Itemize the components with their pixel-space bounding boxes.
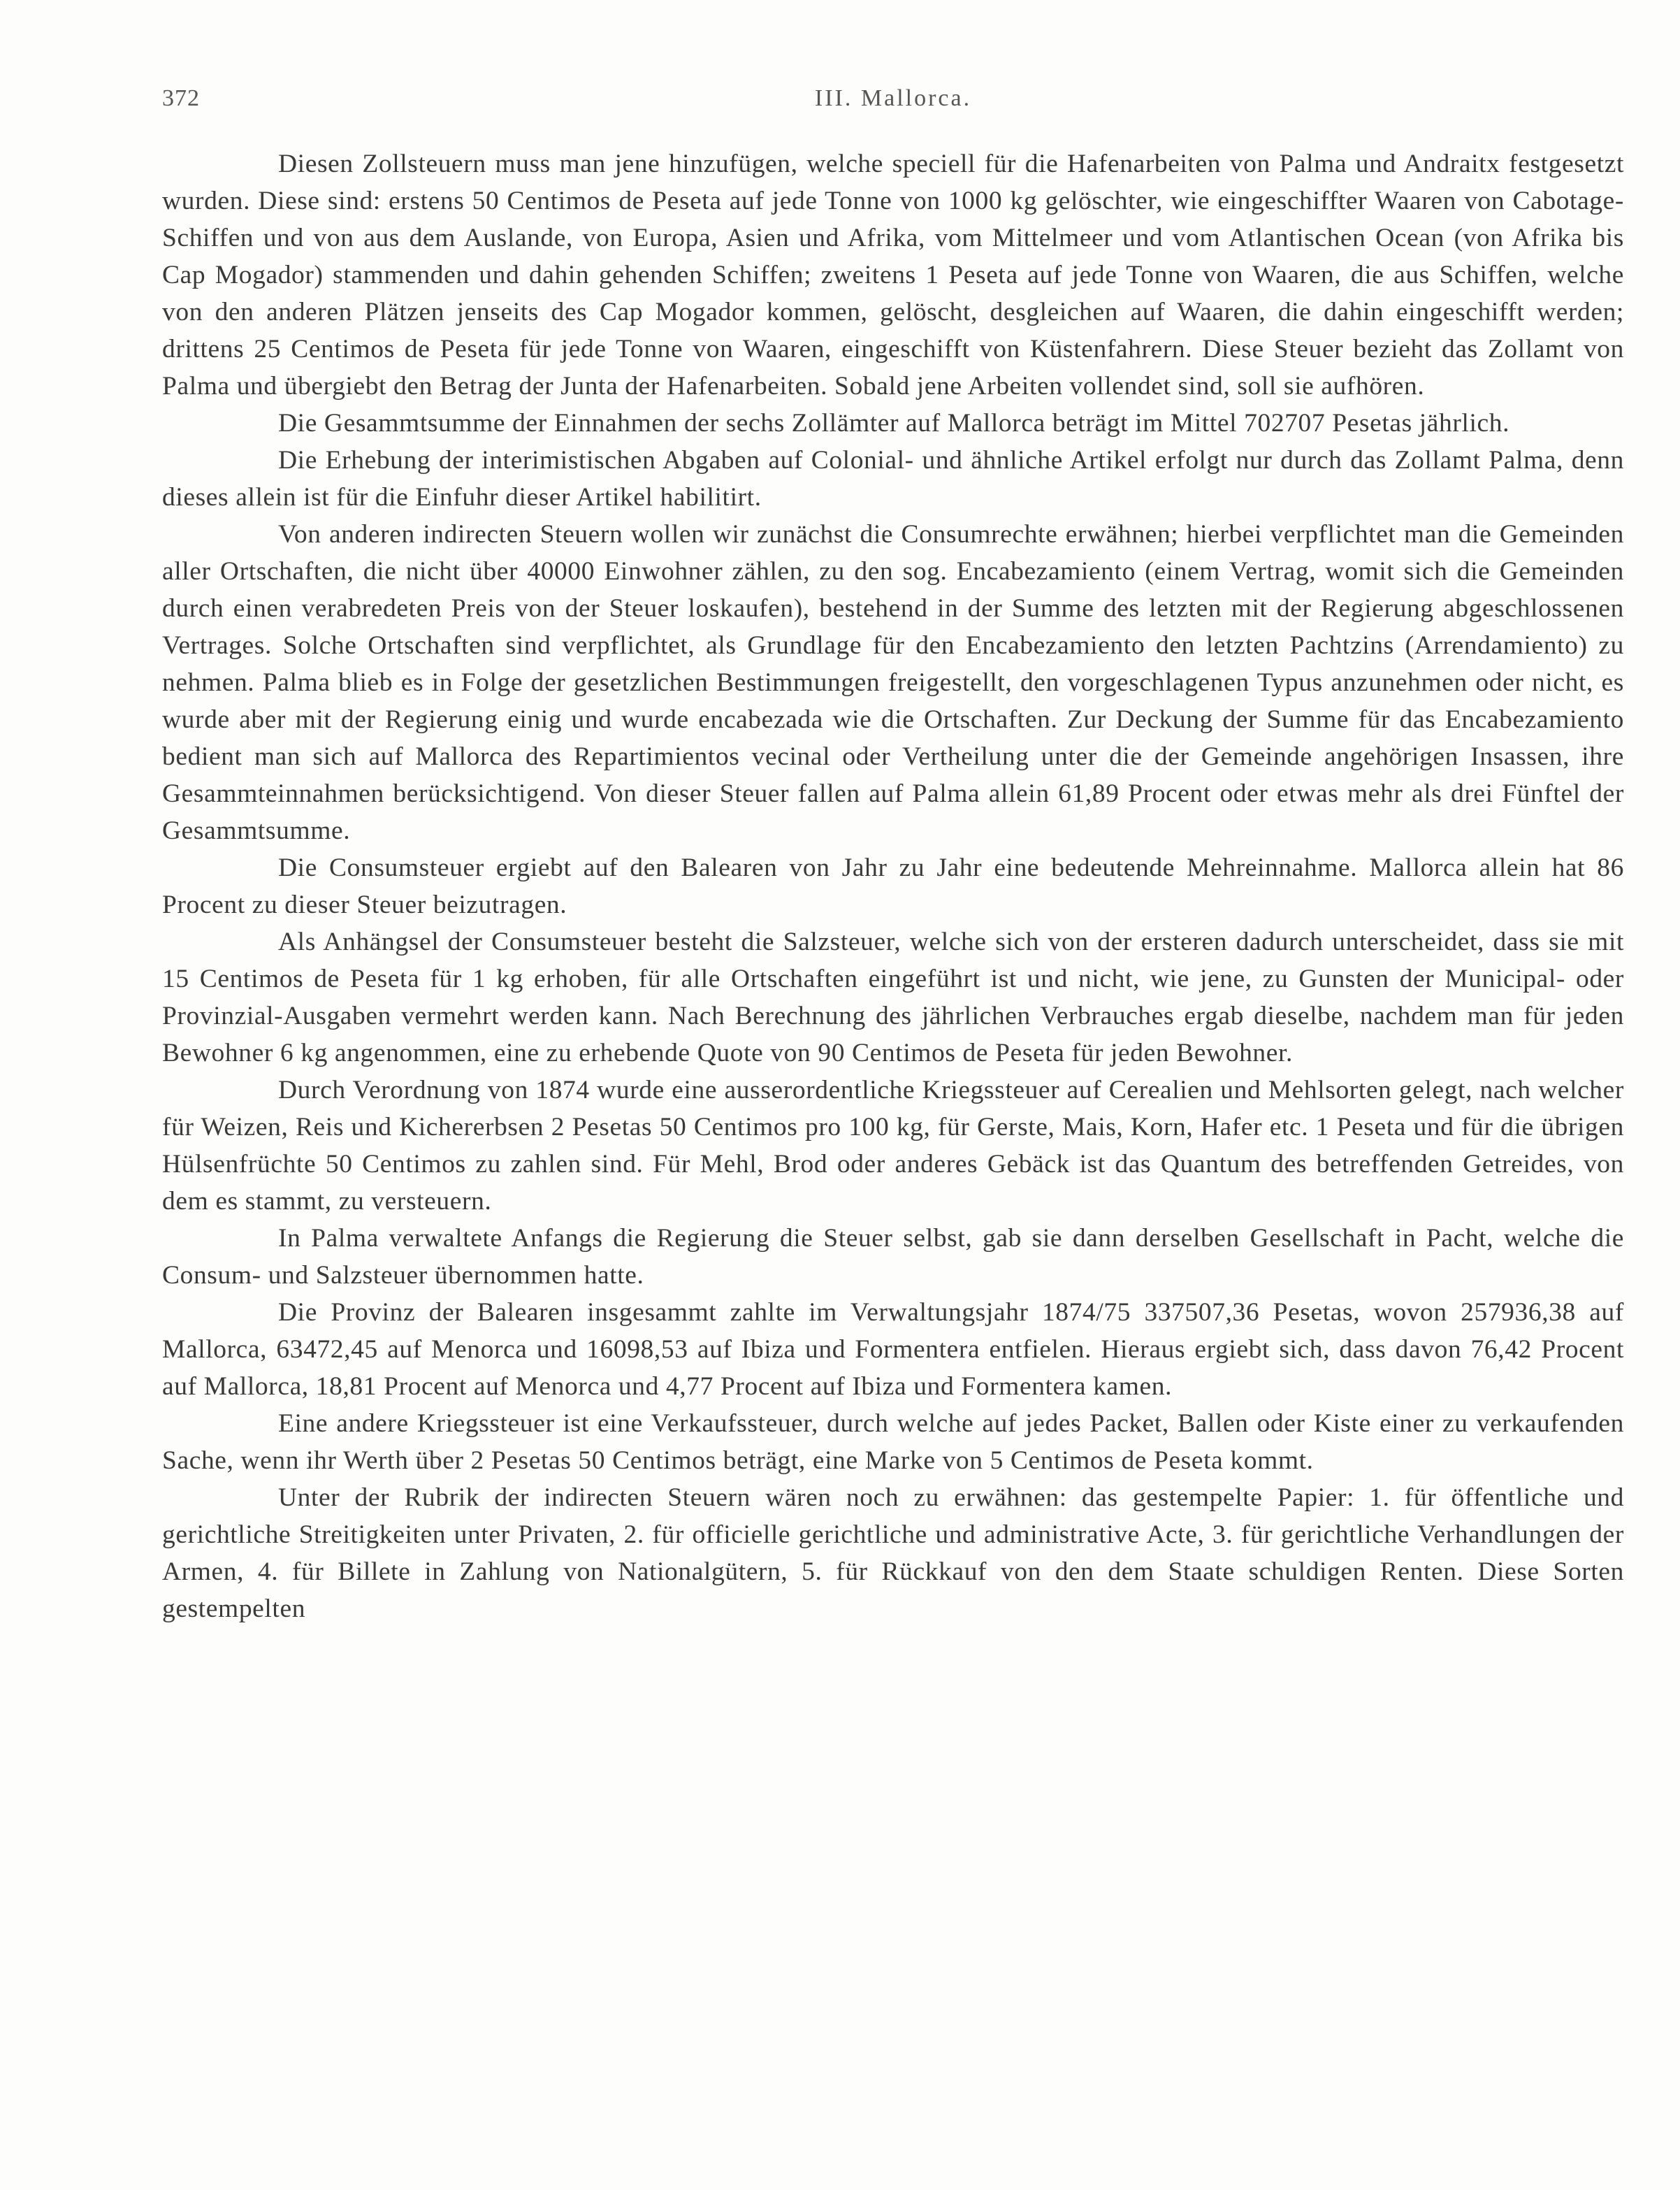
page-header: [162, 85, 1624, 127]
running-head: III. Mallorca.: [814, 85, 972, 111]
body-text: [162, 145, 1624, 1627]
paragraph: Unter der Rubrik der indirecten Steuern wären noch zu erwähnen: das gestempelte Papier: 1. für öffentliche und gerichtliche Streitigkeiten unter Privaten, 2. für officielle gerichtliche und administrative Acte, 3. für gerichtliche Verhandlungen der Armen, 4. für Billete in Zahlung von Nationalgütern, 5. für Rückkauf von den dem Staate schuldigen Renten. Diese Sorten gestempelten: [162, 1483, 1624, 1623]
paragraph: Durch Verordnung von 1874 wurde eine ausserordentliche Kriegssteuer auf Cerealien und Mehlsorten gelegt, nach welcher für Weizen, Reis und Kichererbsen 2 Pesetas 50 Centimos pro 100 kg, für Gerste, Mais, Korn, Hafer etc. 1 Peseta und für die übrigen Hülsenfrüchte 50 Centimos zu zahlen sind. Für Mehl, Brod oder anderes Gebäck ist das Quantum des betreffenden Getreides, von dem es stammt, zu versteuern.: [162, 1076, 1624, 1216]
paragraph: Die Provinz der Balearen insgesammt zahlte im Verwaltungsjahr 1874/75 337507,36 Pesetas, wovon 257936,38 auf Mallorca, 63472,45 auf Menorca und 16098,53 auf Ibiza und Formentera entfielen. Hieraus ergiebt sich, dass davon 76,42 Procent auf Mallorca, 18,81 Procent auf Menorca und 4,77 Procent auf Ibiza und Formentera kamen.: [162, 1298, 1624, 1401]
paragraph: In Palma verwaltete Anfangs die Regierung die Steuer selbst, gab sie dann derselben Gesellschaft in Pacht, welche die Consum- und Salzsteuer übernommen hatte.: [162, 1224, 1624, 1290]
paragraph: Die Erhebung der interimistischen Abgaben auf Colonial- und ähnliche Artikel erfolgt nur durch das Zollamt Palma, denn dieses allein ist für die Einfuhr dieser Artikel habilitirt.: [162, 446, 1624, 512]
paragraph: Als Anhängsel der Consumsteuer besteht die Salzsteuer, welche sich von der ersteren dadurch unterscheidet, dass sie mit 15 Centimos de Peseta für 1 kg erhoben, für alle Ortschaften eingeführt ist und nicht, wie jene, zu Gunsten der Municipal- oder Provinzial-Ausgaben vermehrt werden kann. Nach Berechnung des jährlichen Verbrauches ergab dieselbe, nachdem man für jeden Bewohner 6 kg angenommen, eine zu erhebende Quote von 90 Centimos de Peseta für jeden Bewohner.: [162, 928, 1624, 1067]
page-number: 372: [162, 85, 200, 111]
paragraph: Die Consumsteuer ergiebt auf den Balearen von Jahr zu Jahr eine bedeutende Mehreinnahme. Mallorca allein hat 86 Procent zu dieser Steuer beizutragen.: [162, 853, 1624, 919]
paragraph: Diesen Zollsteuern muss man jene hinzufügen, welche speciell für die Hafenarbeiten von Palma und Andraitx festgesetzt wurden. Diese sind: erstens 50 Centimos de Peseta auf jede Tonne von 1000 kg gelöschter, wie eingeschiffter Waaren von Cabotage-Schiffen und von aus dem Auslande, von Europa, Asien und Afrika, vom Mittelmeer und vom Atlantischen Ocean (von Afrika bis Cap Mogador) stammenden und dahin gehenden Schiffen; zweitens 1 Peseta auf jede Tonne von Waaren, die aus Schiffen, welche von den anderen Plätzen jenseits des Cap Mogador kommen, gelöscht, desgleichen auf Waaren, die dahin eingeschifft werden; drittens 25 Centimos de Peseta für jede Tonne von Waaren, eingeschifft von Küstenfahrern. Diese Steuer bezieht das Zollamt von Palma und übergiebt den Betrag der Junta der Hafenarbeiten. Sobald jene Arbeiten vollendet sind, soll sie aufhören.: [162, 150, 1624, 401]
paragraph: Von anderen indirecten Steuern wollen wir zunächst die Consumrechte erwähnen; hierbei verpflichtet man die Gemeinden aller Ortschaften, die nicht über 40000 Einwohner zählen, zu den sog. Encabezamiento (einem Vertrag, womit sich die Gemeinden durch einen verabredeten Preis von der Steuer loskaufen), bestehend in der Summe des letzten mit der Regierung abgeschlossenen Vertrages. Solche Ortschaften sind verpflichtet, als Grundlage für den Encabezamiento den letzten Pachtzins (Arrendamiento) zu nehmen. Palma blieb es in Folge der gesetzlichen Bestimmungen freigestellt, den vorgeschlagenen Typus anzunehmen oder nicht, es wurde aber mit der Regierung einig und wurde encabezada wie die Ortschaften. Zur Deckung der Summe für das Encabezamiento bedient man sich auf Mallorca des Repartimientos vecinal oder Vertheilung unter die der Gemeinde angehörigen Insassen, ihre Gesammteinnahmen berücksichtigend. Von dieser Steuer fallen auf Palma allein 61,89 Procent oder etwas mehr als drei Fünftel der Gesammtsumme.: [162, 520, 1624, 845]
paragraph: Eine andere Kriegssteuer ist eine Verkaufssteuer, durch welche auf jedes Packet, Ballen oder Kiste einer zu verkaufenden Sache, wenn ihr Werth über 2 Pesetas 50 Centimos beträgt, eine Marke von 5 Centimos de Peseta kommt.: [162, 1409, 1624, 1475]
paragraph: Die Gesammtsumme der Einnahmen der sechs Zollämter auf Mallorca beträgt im Mittel 702707 Pesetas jährlich.: [278, 409, 1510, 438]
